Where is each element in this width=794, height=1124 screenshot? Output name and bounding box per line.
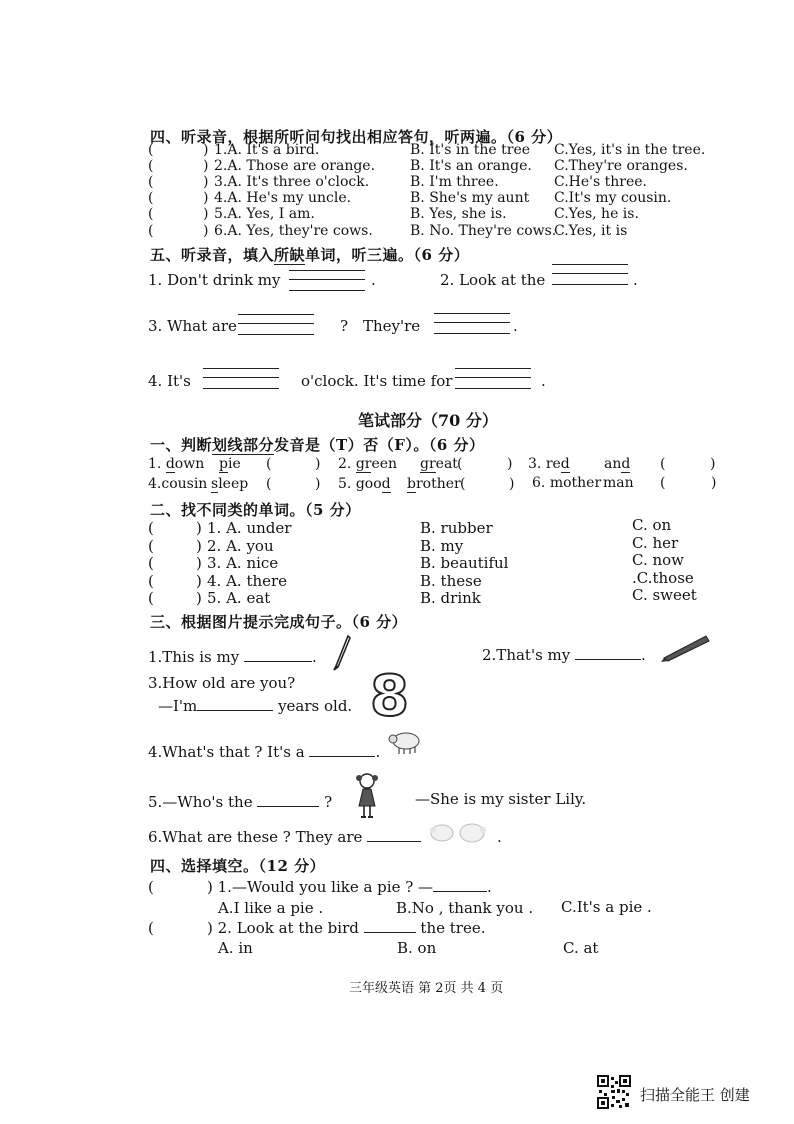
judge-word: man [603,475,634,491]
judge-word: goo [355,476,382,492]
sheep-icon [386,728,422,756]
listen4-option-b[interactable]: B. It's in the tree [410,142,531,158]
listen5-q4-end: . [541,372,546,390]
judge-item-5 [338,476,391,492]
pictures-q3: 3.How old are you? [148,674,296,692]
listen5-q1b-blank[interactable] [552,264,628,285]
odd-option-a[interactable]: 4. A. there [207,572,288,590]
judge-underlined: p [219,456,228,472]
judge-word: eat [435,456,458,472]
odd-option-b[interactable]: B. rubber [420,519,493,537]
odd-option-a[interactable]: 1. A. under [207,519,292,537]
judge-paren-open[interactable]: ( [266,476,272,492]
judge-underlined: s [211,476,219,492]
judge-underlined: b [407,476,416,492]
judge-underlined: d [560,456,570,472]
choice-heading: 四、选择填空。（12 分） [150,857,326,875]
judge-underlined: d [381,476,391,492]
judge-word: own [174,456,205,472]
odd-option-c[interactable]: .C.those [632,569,694,587]
odd-answer-paren-open[interactable]: ( [148,589,154,607]
pictures-q2-blank[interactable] [575,659,641,660]
choice-q1-opt-c[interactable]: C.It's a pie . [561,898,652,916]
odd-option-b[interactable]: B. my [420,537,464,555]
listen5-heading-pre: 五、听录音，填入 [150,246,275,264]
listen4-answer-paren-open[interactable]: ( [148,223,154,239]
judge-paren-close: ) [507,456,513,472]
choice-q1-blank[interactable] [433,891,487,892]
judge-num: 1. [148,456,162,472]
listen4-answer-paren-open[interactable]: ( [148,158,154,174]
judge-word: een [371,456,398,472]
judge-paren-open[interactable]: ( [660,456,666,472]
judge-word: an [604,456,622,472]
listen4-option-a[interactable]: 4.A. He's my uncle. [214,190,352,206]
choice-q2-opt-b[interactable]: B. on [397,939,437,957]
judge-paren-close: ) [315,476,321,492]
choice-q2: ) 2. Look at the bird the tree. [207,919,486,937]
odd-option-b[interactable]: B. beautiful [420,554,509,572]
listen5-q3b-blank[interactable] [434,313,510,334]
judge-heading-pre: 一、判断 [150,436,213,454]
listen4-option-b[interactable]: B. I'm three. [410,174,499,190]
listen4-option-b[interactable]: B. No. They're cows. [410,223,557,239]
pictures-q1 [148,648,317,666]
judge-item-2 [338,456,397,472]
judge-word: cousin [161,476,208,492]
listen4-answer-paren-close: ) [203,174,209,190]
judge-paren-close: ) [710,456,716,472]
judge-underlined: d [165,456,175,472]
choice-q1-end: . [487,878,492,896]
odd-answer-paren-open[interactable]: ( [148,537,154,555]
pictures-q6-end: . [497,828,502,846]
pictures-q4-end: . [375,743,381,761]
listen5-q1b-end: . [633,271,638,289]
listen4-answer-paren-close: ) [203,158,209,174]
listen4-answer-paren-close: ) [203,223,209,239]
odd-answer-paren-close: ) [196,519,202,537]
judge-underlined: gr [355,456,372,472]
listen5-q1a-blank[interactable] [289,270,365,291]
listen5-q3a-blank[interactable] [238,314,314,335]
choice-q1-paren-open[interactable]: ( [148,878,154,896]
pictures-q5-end: ? [324,793,333,811]
judge-item-4 [148,476,207,492]
odd-option-c[interactable]: C. on [632,516,672,534]
pictures-q1-text: 1.This is my [148,648,240,666]
choice-q2-opt-a[interactable]: A. in [218,939,253,957]
judge-paren-open[interactable]: ( [266,456,272,472]
pictures-q6-blank[interactable] [367,841,421,842]
listen4-heading: 四、听录音，根据所听问句找出相应答句，听两遍。（6 分） [150,128,563,146]
pictures-q3-blank[interactable] [197,710,273,711]
listen5-q4b-blank[interactable] [455,368,531,389]
choice-q1-opt-a[interactable]: A.I like a pie . [218,899,324,917]
listen4-option-c[interactable]: C.He's three. [554,174,647,190]
judge-word: leep [218,476,249,492]
pictures-q1-end: . [311,648,317,666]
judge-underlined: gr [420,456,436,472]
listen5-q4a-blank[interactable] [203,368,279,389]
judge-paren-close: ) [315,456,321,472]
pen-icon [330,634,352,672]
judge-item-6b [603,475,634,491]
listen5-q4a: 4. It's [148,372,191,390]
odd-option-c[interactable]: C. sweet [632,586,697,604]
judge-num: 2. [338,456,352,472]
judge-word: mother [549,475,602,491]
judge-item-3 [528,456,570,472]
judge-item-5b [407,476,461,492]
pictures-heading: 三、根据图片提示完成句子。（6 分） [150,613,408,631]
pictures-q5-text: 5.—Who's the [148,793,253,811]
judge-word: re [545,456,561,472]
listen4-answer-paren-open[interactable]: ( [148,174,154,190]
judge-heading-underlined: 划线部分 [212,436,275,454]
listen5-heading [150,244,469,265]
qr-code-icon [597,1075,631,1109]
odd-option-b[interactable]: B. these [420,572,482,590]
choice-q2-opt-c[interactable]: C. at [563,939,599,957]
odd-answer-paren-close: ) [196,537,202,555]
judge-word: rother [415,476,461,492]
odd-option-a[interactable]: 2. A. you [207,537,274,555]
pictures-q6-text: 6.What are these ? They are [148,828,363,846]
listen4-option-c[interactable]: C.It's my cousin. [554,190,672,206]
listen5-q3b-end: . [513,317,518,335]
judge-item-1 [148,456,204,472]
listen5-q3a-end: ? [340,317,349,335]
listen4-option-a[interactable]: 2.A. Those are orange. [214,158,376,174]
choice-q2-blank[interactable] [364,932,416,933]
odd-answer-paren-open[interactable]: ( [148,572,154,590]
listen5-q1a: 1. Don't drink my [148,271,281,289]
odd-option-a[interactable]: 5. A. eat [207,589,271,607]
odd-answer-paren-open[interactable]: ( [148,554,154,572]
odd-answer-paren-open[interactable]: ( [148,519,154,537]
listen5-q1a-end: . [371,271,376,289]
listen4-option-b[interactable]: B. Yes, she is. [410,206,507,222]
listen4-answer-paren-close: ) [203,142,209,158]
judge-underlined: d [621,456,631,472]
pictures-q3b-post: years old. [278,697,353,715]
listen5-heading-post: 单词，听三遍。（6 分） [305,246,470,264]
scanner-watermark: 扫描全能王 创建 [640,1086,750,1104]
listen4-answer-paren-close: ) [203,206,209,222]
listen5-q3a: 3. What are [148,317,237,335]
listen5-q4b: o'clock. It's time for [301,372,453,390]
listen5-q3b: They're [363,317,421,335]
odd-heading: 二、找不同类的单词。（5 分） [150,501,361,519]
pictures-q2-end: . [641,646,646,664]
odd-answer-paren-close: ) [196,589,202,607]
listen4-answer-paren-open[interactable]: ( [148,206,154,222]
judge-paren-open[interactable]: ( [660,475,666,491]
choice-q1-text: 1.—Would you like a pie ? — [217,878,434,896]
judge-paren-open[interactable]: ( [457,456,463,472]
pictures-q5 [148,793,332,811]
pictures-q3b-pre: —I'm [158,697,198,715]
listen4-option-c[interactable]: C.Yes, he is. [554,206,639,222]
choice-q2-paren-open[interactable]: ( [148,919,154,937]
pictures-q6 [148,828,421,846]
pictures-q1-blank[interactable] [244,661,312,662]
judge-item-3b [604,456,630,472]
listen4-option-b[interactable]: B. She's my aunt [410,190,530,206]
choice-q1: ) 1.—Would you like a pie ? — . [207,878,492,896]
judge-num: 6. [532,475,546,491]
judge-word: ie [227,456,241,472]
listen4-option-a[interactable]: 6.A. Yes, they're cows. [214,223,373,239]
judge-item-2b [420,456,458,472]
odd-option-c[interactable]: C. her [632,534,679,552]
judge-heading [150,434,485,455]
choice-q2-post: the tree. [420,919,486,937]
choice-q1-opt-b[interactable]: B.No , thank you . [396,899,534,917]
listen4-option-a[interactable]: 3.A. It's three o'clock. [214,174,370,190]
listen4-answer-paren-close: ) [203,190,209,206]
listen4-answer-paren-open[interactable]: ( [148,190,154,206]
judge-paren-close: ) [711,475,717,491]
number-eight-icon: 8 [370,664,409,729]
odd-option-a[interactable]: 3. A. nice [207,554,279,572]
pictures-q3b [158,697,352,715]
odd-option-b[interactable]: B. drink [420,589,481,607]
listen4-answer-paren-open[interactable]: ( [148,142,154,158]
pictures-q4-blank[interactable] [309,756,375,757]
odd-answer-paren-close: ) [196,572,202,590]
listen4-option-a[interactable]: 5.A. Yes, I am. [214,206,315,222]
pictures-q4 [148,743,380,761]
judge-paren-close: ) [509,476,515,492]
judge-item-4b [211,476,248,492]
judge-num: 3. [528,456,542,472]
odd-option-c[interactable]: C. now [632,551,685,569]
listen4-option-b[interactable]: B. It's an orange. [410,158,532,174]
judge-num: 5. [338,476,352,492]
pictures-q5b: —She is my sister Lily. [415,790,587,808]
listen4-option-a[interactable]: 1.A. It's a bird. [214,142,320,158]
choice-q2-pre: 2. Look at the bird [217,919,359,937]
written-part-title: 笔试部分（70 分） [358,411,498,430]
sheep-pair-icon [428,818,490,848]
listen5-heading-underlined: 所缺 [274,246,306,264]
judge-item-1b [219,456,241,472]
pencil-icon [660,632,712,662]
judge-item-6 [532,475,601,491]
pictures-q4-text: 4.What's that ? It's a [148,743,305,761]
page-footer: 三年级英语 第 2页 共 4 页 [349,981,504,996]
pictures-q2-text: 2.That's my [482,646,571,664]
judge-paren-open[interactable]: ( [460,476,466,492]
judge-heading-post: 发音是（T）否（F）。（6 分） [274,436,485,454]
odd-answer-paren-close: ) [196,554,202,572]
judge-num: 4. [148,476,162,492]
pictures-q2 [482,646,646,664]
pictures-q5-blank[interactable] [257,806,319,807]
listen4-option-c[interactable]: C.They're oranges. [554,158,688,174]
listen4-option-c[interactable]: C.Yes, it's in the tree. [554,142,706,158]
girl-icon [353,772,381,820]
listen4-option-c[interactable]: C.Yes, it is [554,223,628,239]
listen5-q1b: 2. Look at the [440,271,546,289]
